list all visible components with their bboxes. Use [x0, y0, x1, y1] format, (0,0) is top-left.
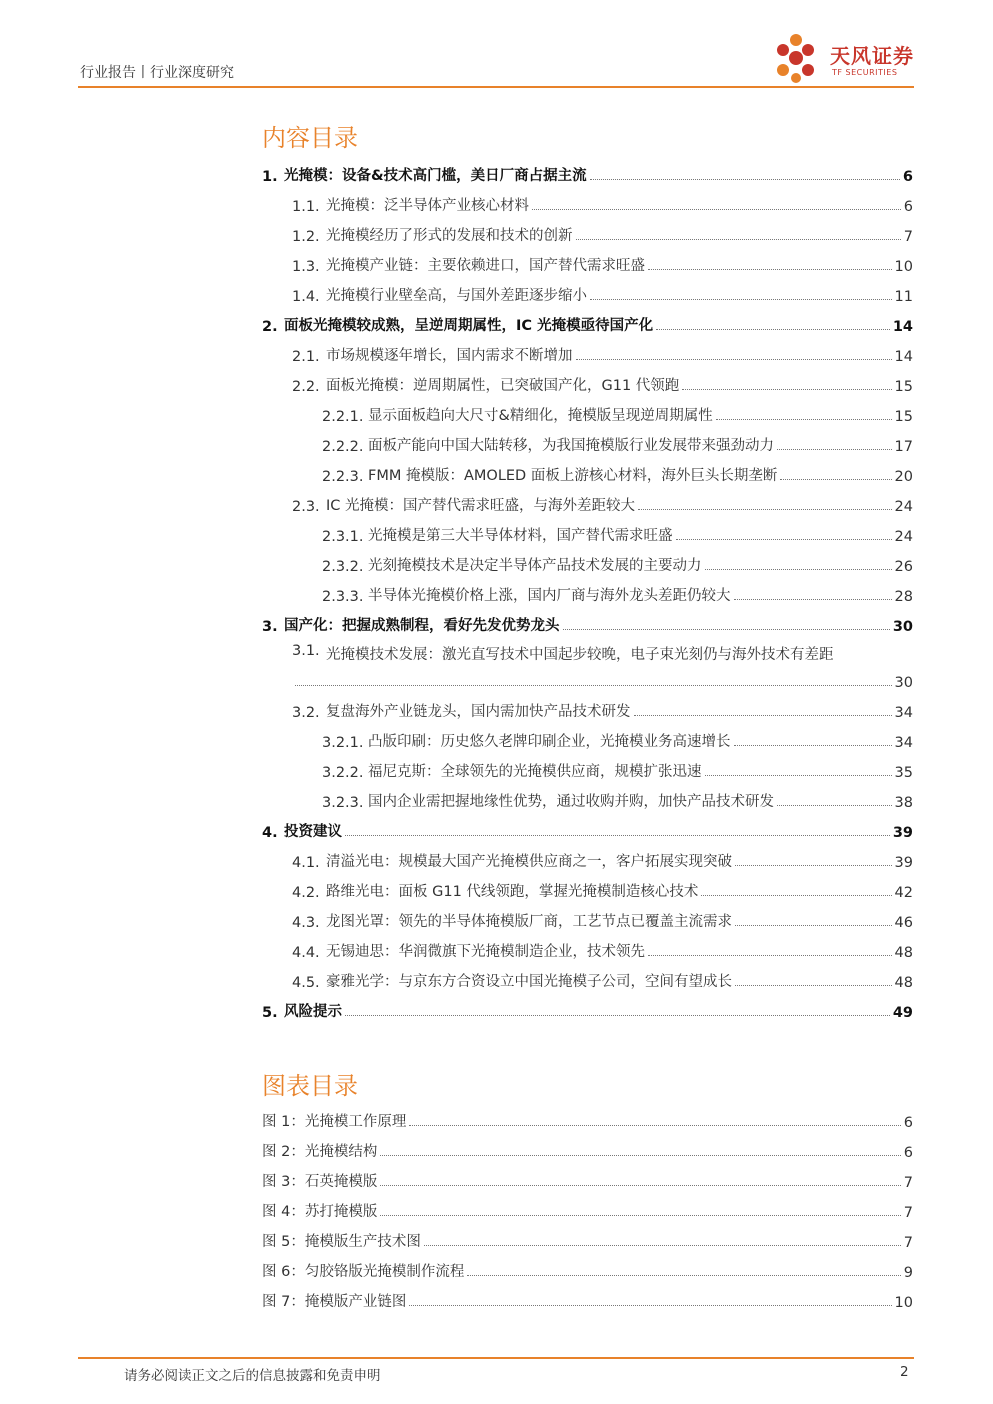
dot-leader — [295, 685, 892, 686]
toc-entry-page: 20 — [894, 469, 913, 485]
dot-leader — [590, 179, 900, 180]
figure-entry[interactable] — [262, 1191, 913, 1221]
toc-entry[interactable] — [262, 661, 913, 691]
toc-entry-text: 投资建议 — [284, 824, 342, 840]
toc-entry[interactable] — [262, 781, 913, 811]
dot-leader — [648, 955, 892, 956]
toc-entry-text: FMM 掩模版：AMOLED 面板上游核心材料，海外巨头长期垄断 — [368, 468, 778, 484]
figure-entry[interactable] — [262, 1251, 913, 1281]
toc-entry-number: 5. — [262, 1005, 278, 1021]
toc-entry-text: 凸版印刷：历史悠久老牌印刷企业，光掩模业务高速增长 — [368, 734, 731, 750]
toc-entry-text: 光刻掩模技术是决定半导体产品技术发展的主要动力 — [368, 558, 702, 574]
figure-entry-text: 图 4：苏打掩模版 — [262, 1204, 378, 1220]
figure-entry-text: 图 7：掩模版产业链图 — [262, 1294, 407, 1310]
toc-entry[interactable] — [262, 455, 913, 485]
brand-name-en: TF SECURITIES — [832, 68, 898, 77]
figure-entry-page: 6 — [903, 1145, 913, 1161]
toc-entry[interactable] — [262, 721, 913, 751]
toc-entry-page: 24 — [894, 529, 913, 545]
dot-leader — [705, 775, 892, 776]
toc-entry[interactable] — [262, 841, 913, 871]
toc-entry-number: 4.4. — [292, 945, 320, 961]
toc-entry-page: 10 — [894, 259, 913, 275]
dot-leader — [576, 239, 901, 240]
toc-entry-page: 48 — [894, 945, 913, 961]
toc-entry-text: 光掩模：设备&技术高门槛，美日厂商占据主流 — [284, 168, 587, 184]
toc-entry-page: 34 — [894, 735, 913, 751]
brand-logo — [770, 30, 920, 85]
toc-entry[interactable] — [262, 515, 913, 545]
toc-entry-number: 2.2.3. — [322, 469, 364, 485]
toc-entry-text: 路维光电：面板 G11 代线领跑，掌握光掩模制造核心技术 — [326, 884, 699, 900]
toc-entry-number: 4.3. — [292, 915, 320, 931]
figure-entry-text: 图 2：光掩模结构 — [262, 1144, 378, 1160]
dot-leader — [467, 1275, 900, 1276]
toc-entry-text: 光掩模技术发展：激光直写技术中国起步较晚，电子束光刻仍与海外技术有差距 — [326, 647, 834, 663]
toc-entry[interactable] — [262, 545, 913, 575]
toc-entry-page: 35 — [894, 765, 913, 781]
toc-entry-text: 显示面板趋向大尺寸&精细化，掩模版呈现逆周期属性 — [368, 408, 713, 424]
footer-divider — [78, 1357, 914, 1359]
toc-entry-text: 光掩模行业壁垒高，与国外差距逐步缩小 — [326, 288, 587, 304]
toc-entry-text: IC 光掩模：国产替代需求旺盛，与海外差距较大 — [326, 498, 636, 514]
toc-entry[interactable] — [262, 365, 913, 395]
toc-entry-text: 风险提示 — [284, 1004, 342, 1020]
toc-entry-number: 3.2.3. — [322, 795, 364, 811]
toc-entry-page: 28 — [894, 589, 913, 605]
toc-entry[interactable] — [262, 275, 913, 305]
toc-entry-page: 26 — [894, 559, 913, 575]
figure-entry-text: 图 3：石英掩模版 — [262, 1174, 378, 1190]
toc-entry-number: 2.2. — [292, 379, 320, 395]
toc-entry-number: 2.3. — [292, 499, 320, 515]
toc-entry-number: 2. — [262, 319, 278, 335]
toc-entry-number: 3.2. — [292, 705, 320, 721]
brand-name-cn: 天风证券 — [830, 44, 914, 68]
toc-entry-text: 半导体光掩模价格上涨，国内厂商与海外龙头差距仍较大 — [368, 588, 731, 604]
dot-leader — [532, 209, 901, 210]
dot-leader — [735, 925, 892, 926]
toc-entry-number: 1.1. — [292, 199, 320, 215]
toc-entry-text: 国内企业需把握地缘性优势，通过收购并购，加快产品技术研发 — [368, 794, 774, 810]
toc-entry-page: 39 — [894, 855, 913, 871]
toc-entry-page: 11 — [894, 289, 913, 305]
figure-entry-page: 7 — [903, 1205, 913, 1221]
toc-entry-page: 24 — [894, 499, 913, 515]
dot-leader — [676, 539, 892, 540]
dot-leader — [656, 329, 890, 330]
dot-leader — [734, 745, 892, 746]
toc-entry-text: 光掩模是第三大半导体材料，国产替代需求旺盛 — [368, 528, 673, 544]
toc-entry-number: 1. — [262, 169, 278, 185]
toc-entry-number: 3. — [262, 619, 278, 635]
dot-leader — [638, 509, 892, 510]
toc-entry-page: 48 — [894, 975, 913, 991]
toc-entry-text: 豪雅光学：与京东方合资设立中国光掩模子公司，空间有望成长 — [326, 974, 732, 990]
figure-entry[interactable] — [262, 1281, 913, 1311]
dot-leader — [648, 269, 892, 270]
toc-entry[interactable] — [262, 215, 913, 245]
dot-leader — [734, 599, 892, 600]
dot-leader — [777, 805, 892, 806]
toc-entry[interactable] — [262, 395, 913, 425]
toc-entry-page: 17 — [894, 439, 913, 455]
toc-entry-number: 1.3. — [292, 259, 320, 275]
toc-entry[interactable] — [262, 485, 913, 515]
toc-entry-number: 2.1. — [292, 349, 320, 365]
figure-entry-text: 图 1：光掩模工作原理 — [262, 1114, 407, 1130]
toc-entry-number: 2.2.2. — [322, 439, 364, 455]
page-number: 2 — [900, 1364, 909, 1380]
dot-leader — [409, 1125, 900, 1126]
dot-leader — [682, 389, 891, 390]
figure-entry-page: 9 — [903, 1265, 913, 1281]
toc-entry-number: 4.2. — [292, 885, 320, 901]
toc-entry-page: 6 — [902, 169, 913, 185]
toc-entry-number: 1.2. — [292, 229, 320, 245]
toc-entry-number: 4.1. — [292, 855, 320, 871]
figure-entry-page: 10 — [894, 1295, 913, 1311]
toc-entry-page: 49 — [892, 1005, 913, 1021]
toc-entry-text: 光掩模产业链：主要依赖进口，国产替代需求旺盛 — [326, 258, 645, 274]
toc-entry-number: 2.3.2. — [322, 559, 364, 575]
toc-entry-text: 面板产能向中国大陆转移，为我国掩模版行业发展带来强劲动力 — [368, 438, 774, 454]
header-divider — [78, 86, 914, 88]
toc-entry-text: 国产化：把握成熟制程，看好先发优势龙头 — [284, 618, 560, 634]
toc-entry-page: 15 — [894, 379, 913, 395]
toc-entry-number: 1.4. — [292, 289, 320, 305]
figure-entry-text: 图 6：匀胶铬版光掩模制作流程 — [262, 1264, 465, 1280]
toc-entry-page: 14 — [892, 319, 913, 335]
figures-title: 图表目录 — [262, 1072, 358, 1100]
toc-entry[interactable] — [262, 425, 913, 455]
dot-leader — [424, 1245, 901, 1246]
dot-leader — [705, 569, 892, 570]
toc-entry[interactable] — [262, 245, 913, 275]
dot-leader — [716, 419, 892, 420]
toc-entry-page: 38 — [894, 795, 913, 811]
toc-entry-number: 2.2.1. — [322, 409, 364, 425]
dot-leader — [590, 299, 892, 300]
figure-entry[interactable] — [262, 1101, 913, 1131]
toc-entry-number: 4.5. — [292, 975, 320, 991]
toc-entry-number: 2.3.3. — [322, 589, 364, 605]
toc-entry[interactable] — [262, 605, 913, 635]
toc-entry-page: 6 — [903, 199, 913, 215]
toc-entry[interactable] — [262, 575, 913, 605]
toc-entry-text: 市场规模逐年增长，国内需求不断增加 — [326, 348, 573, 364]
toc-entry-text: 面板光掩模较成熟，呈逆周期属性，IC 光掩模亟待国产化 — [284, 318, 654, 334]
figure-entry-page: 6 — [903, 1115, 913, 1131]
toc-entry-page: 46 — [894, 915, 913, 931]
dot-leader — [380, 1215, 900, 1216]
toc-entry-number: 3.1. — [292, 643, 320, 659]
figure-entry[interactable] — [262, 1131, 913, 1161]
toc-entry[interactable] — [262, 901, 913, 931]
toc-entry-text: 龙图光罩：领先的半导体掩模版厂商，工艺节点已覆盖主流需求 — [326, 914, 732, 930]
toc-entry-page: 34 — [894, 705, 913, 721]
toc-entry[interactable] — [262, 751, 913, 781]
dot-leader — [735, 985, 892, 986]
toc-entry[interactable] — [262, 305, 913, 335]
toc-entry-text: 复盘海外产业链龙头，国内需加快产品技术研发 — [326, 704, 631, 720]
toc-entry[interactable] — [262, 335, 913, 365]
toc-entry[interactable] — [262, 811, 913, 841]
toc-entry-text: 无锡迪思：华润微旗下光掩模制造企业，技术领先 — [326, 944, 645, 960]
dot-leader — [409, 1305, 891, 1306]
footer-disclaimer: 请务必阅读正文之后的信息披露和免责申明 — [124, 1368, 381, 1384]
header-report-type: 行业报告丨行业深度研究 — [80, 65, 234, 81]
toc-entry-number: 3.2.2. — [322, 765, 364, 781]
toc-entry-page: 30 — [892, 619, 913, 635]
dot-leader — [735, 865, 892, 866]
toc-entry-text: 光掩模：泛半导体产业核心材料 — [326, 198, 529, 214]
toc-entry-page: 14 — [894, 349, 913, 365]
toc-entry-page: 42 — [894, 885, 913, 901]
toc-entry-page: 15 — [894, 409, 913, 425]
flower-logo-icon — [770, 30, 826, 85]
toc-entry-text: 清溢光电：规模最大国产光掩模供应商之一，客户拓展实现突破 — [326, 854, 732, 870]
dot-leader — [701, 895, 891, 896]
dot-leader — [563, 629, 890, 630]
toc-entry[interactable] — [262, 871, 913, 901]
toc-entry-text: 面板光掩模：逆周期属性，已突破国产化，G11 代领跑 — [326, 378, 680, 394]
dot-leader — [780, 479, 891, 480]
figure-entry[interactable] — [262, 1221, 913, 1251]
toc-entry[interactable] — [262, 961, 913, 991]
figure-entry-page: 7 — [903, 1175, 913, 1191]
toc-title: 内容目录 — [262, 124, 358, 152]
dot-leader — [576, 359, 892, 360]
toc-entry[interactable] — [262, 931, 913, 961]
toc-entry-page: 30 — [894, 675, 913, 691]
toc-entry[interactable] — [262, 991, 913, 1021]
dot-leader — [345, 1015, 890, 1016]
dot-leader — [380, 1185, 900, 1186]
dot-leader — [777, 449, 892, 450]
toc-entry[interactable] — [262, 185, 913, 215]
toc-entry-number: 4. — [262, 825, 278, 841]
dot-leader — [380, 1155, 900, 1156]
toc-entry-text: 福尼克斯：全球领先的光掩模供应商，规模扩张迅速 — [368, 764, 702, 780]
toc-entry-text: 光掩模经历了形式的发展和技术的创新 — [326, 228, 573, 244]
figure-entry-text: 图 5：掩模版生产技术图 — [262, 1234, 421, 1250]
toc-entry-page: 7 — [903, 229, 913, 245]
dot-leader — [345, 835, 890, 836]
toc-entry-page: 39 — [892, 825, 913, 841]
figure-entry[interactable] — [262, 1161, 913, 1191]
toc-entry[interactable] — [262, 155, 913, 185]
toc-entry[interactable] — [262, 691, 913, 721]
figure-entry-page: 7 — [903, 1235, 913, 1251]
dot-leader — [634, 715, 892, 716]
toc-entry-number: 3.2.1. — [322, 735, 364, 751]
toc-entry-number: 2.3.1. — [322, 529, 364, 545]
